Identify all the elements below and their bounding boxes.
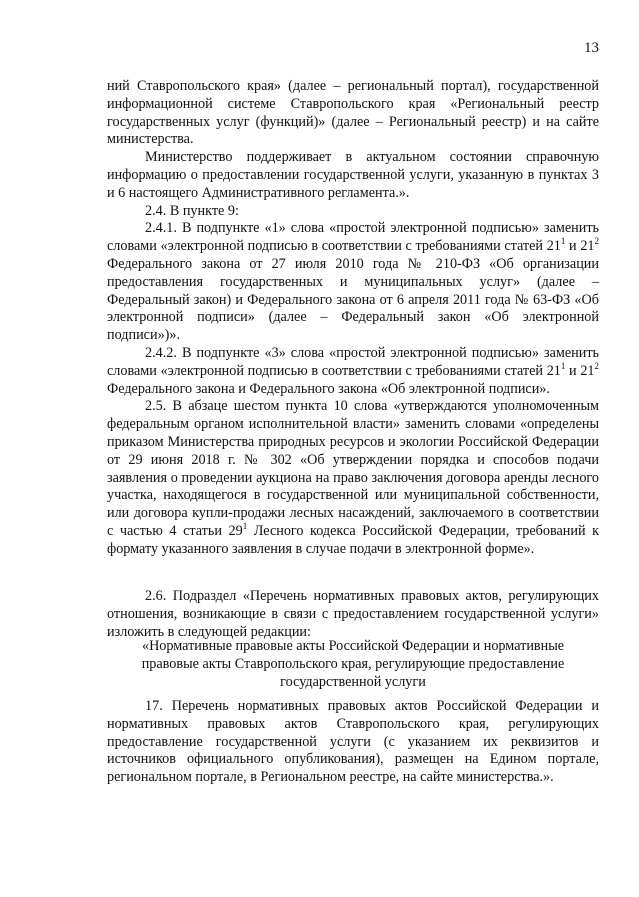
section-heading — [107, 638, 599, 691]
paragraph-2-4-2: 2.4.2. В подпункте «3» слова «простой электронной подписью» заменить словами «электронной подписью в соответствии с требованиями статей $21^1$ и $21^2$ Федерального закона и Федерального закона «Об электронной подписи». — [107, 344, 600, 397]
body-text-middle — [107, 588, 599, 641]
paragraph-continuation: ний Ставропольского края» (далее – региональный портал), государственной информационной системе Ставропольского края «Региональный реестр государственных услуг (функций)» (далее – Региональный реестр) и на сайте министерства. — [107, 78, 599, 148]
page-number: 13 — [584, 40, 599, 56]
body-text-upper — [107, 78, 599, 559]
paragraph-17: 17. Перечень нормативных правовых актов Российской Федерации и нормативных правовых актов Ставропольского края, регулирующих предоставление государственной услуги (с указанием их реквизитов и источников официального опубликования), размещен на Едином портале, региональном портале, в Региональном реестре, на сайте министерства.». — [107, 698, 599, 786]
paragraph-2-4-1: 2.4.1. В подпункте «1» слова «простой электронной подписью» заменить словами «электронной подписью в соответствии с требованиями статей $21^1$ и $21^2$ Федерального закона от 27 июля 2010 года № 210-ФЗ «Об организации предоставления государственных и муниципальных услуг» (далее – Федеральный закон) и Федерального закона от 6 апреля 2011 года № 63-ФЗ «Об электронной подписи» (далее – Федеральный закон «Об электронной подписи»)». — [107, 220, 600, 344]
paragraph-reference-info: Министерство поддерживает в актуальном состоянии справочную информацию о предоставлении государственной услуги, указанную в пунктах 3 и 6 настоящего Административного регламента.». — [107, 149, 599, 201]
heading-line: «Нормативные правовые акты Российской Федерации и нормативные — [141, 638, 565, 654]
paragraph-2-6: 2.6. Подраздел «Перечень нормативных правовых актов, регулирующих отношения, возникающие в связи с предоставлением государственной услуги» изложить в следующей редакции: — [107, 588, 599, 640]
body-text-lower — [107, 698, 599, 787]
heading-line: правовые акты Ставропольского края, регулирующие предоставление — [141, 655, 565, 672]
paragraph-2-4: 2.4. В пункте 9: — [145, 202, 239, 219]
heading-line: государственной услуги — [280, 673, 426, 690]
paragraph-2-5: 2.5. В абзаце шестом пункта 10 слова «утверждаются уполномоченным федеральным органом исполнительной власти» заменить словами «определены приказом Министерства природных ресурсов и экологии Российской Федерации от 29 июня 2018 г. № 302 «Об утверждении порядка и способов подачи заявления о проведении аукциона на право заключения договора аренды лесного участка, находящегося в государственной или муниципальной собственности, или договора купли-продажи лесных насаждений, заключаемого в соответствии с частью 4 статьи $29^1$ Лесного кодекса Российской Федерации, требований к формату указанного заявления в случае подачи в электронной форме». — [107, 398, 599, 557]
